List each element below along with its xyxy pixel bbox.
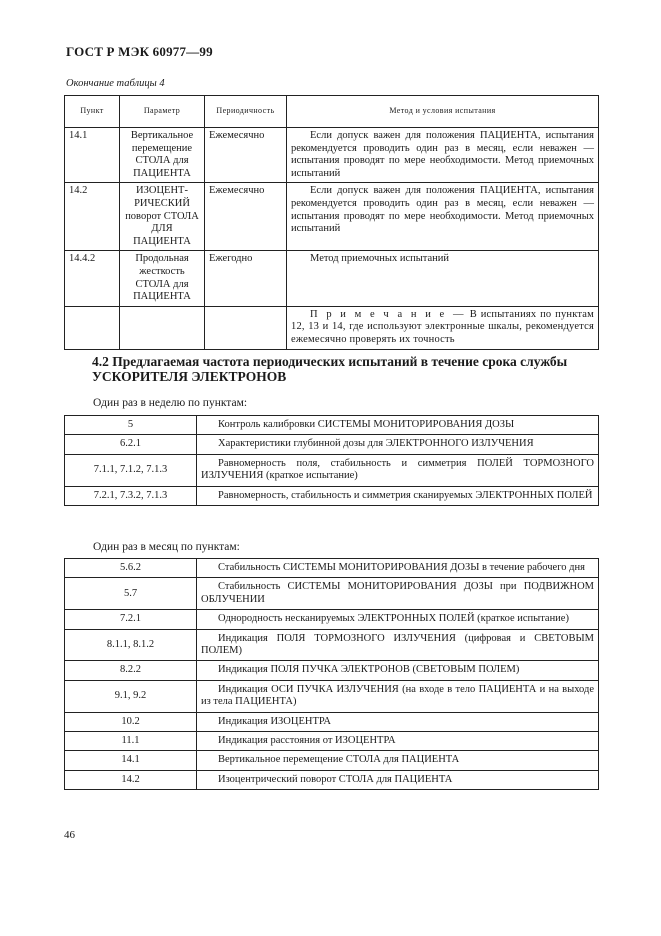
cell-points: 7.1.1, 7.1.2, 7.1.3: [65, 454, 197, 486]
section-heading: [92, 354, 602, 384]
cell-empty: [120, 306, 205, 349]
table-4: [64, 95, 599, 350]
cell-points: 14.1: [65, 751, 197, 770]
cell-description: Изоцентрический поворот СТОЛА для ПАЦИЕНТА: [197, 770, 599, 789]
cell-method: Если допуск важен для положения ПАЦИЕНТА, испытания рекомендуется проводить один раз в месяц, если неважен — испытания проводят по мере необходимости. Метод приемочных испытаний: [287, 128, 599, 183]
table-note-row: [65, 306, 599, 349]
document-header: ГОСТ Р МЭК 60977—99: [66, 44, 213, 59]
cell-description: Индикация ОСИ ПУЧКА ИЗЛУЧЕНИЯ (на входе в тело ПАЦИЕНТА и на выходе из тела ПАЦИЕНТА): [197, 680, 599, 712]
weekly-table: [64, 415, 599, 506]
cell-description: Характеристики глубинной дозы для ЭЛЕКТРОННОГО ИЗЛУЧЕНИЯ: [197, 435, 599, 454]
cell-description: Индикация ИЗОЦЕНТРА: [197, 712, 599, 731]
cell-description: Индикация ПОЛЯ ПУЧКА ЭЛЕКТРОНОВ (СВЕТОВЫМ ПОЛЕМ): [197, 661, 599, 680]
table-header-row: [65, 96, 599, 128]
table-caption: Окончание таблицы 4: [66, 78, 165, 89]
section-number: 4.2: [92, 354, 109, 369]
table-row: [65, 629, 599, 661]
cell-method: Если допуск важен для положения ПАЦИЕНТА, испытания рекомендуется проводить один раз в месяц, если неважен — испытания проводят по мере необходимости. Метод приемочных испытаний: [287, 183, 599, 251]
cell-points: 8.1.1, 8.1.2: [65, 629, 197, 661]
cell-points: 7.2.1, 7.3.2, 7.1.3: [65, 486, 197, 505]
table-row: [65, 680, 599, 712]
cell-points: 5.7: [65, 578, 197, 610]
monthly-table: [64, 558, 599, 790]
table-row: [65, 770, 599, 789]
table-row: [65, 183, 599, 251]
note-label: П р и м е ч а н и е —: [310, 308, 467, 320]
cell-points: 5: [65, 416, 197, 435]
table-note: [287, 306, 599, 349]
table-row: [65, 712, 599, 731]
table-row: [65, 578, 599, 610]
cell-points: 10.2: [65, 712, 197, 731]
table-row: [65, 454, 599, 486]
note-text: В испытаниях по пунктам 12, 13 и 14, где используют электронные шкалы, рекомендуется ежемесячно проверять их точность: [291, 308, 594, 345]
cell-points: 5.6.2: [65, 559, 197, 578]
column-header-point: Пункт: [65, 96, 120, 128]
page-number: 46: [64, 829, 75, 841]
cell-description: Стабильность СИСТЕМЫ МОНИТОРИРОВАНИЯ ДОЗЫ в течение рабочего дня: [197, 559, 599, 578]
table-row: [65, 559, 599, 578]
cell-description: Однородность несканируемых ЭЛЕКТРОННЫХ ПОЛЕЙ (краткое испытание): [197, 610, 599, 629]
cell-empty: [65, 306, 120, 349]
cell-parameter: Вертикальное перемещение СТОЛА для ПАЦИЕНТА: [120, 128, 205, 183]
table-row: [65, 435, 599, 454]
table-row: [65, 610, 599, 629]
monthly-lead: Один раз в месяц по пунктам:: [93, 541, 240, 553]
cell-points: 7.2.1: [65, 610, 197, 629]
cell-method: Метод приемочных испытаний: [287, 251, 599, 306]
table-row: [65, 128, 599, 183]
table-row: [65, 732, 599, 751]
cell-parameter: ИЗОЦЕНТ-РИЧЕСКИЙ поворот СТОЛА ДЛЯ ПАЦИЕНТА: [120, 183, 205, 251]
cell-description: Равномерность поля, стабильность и симметрия ПОЛЕЙ ТОРМОЗНОГО ИЗЛУЧЕНИЯ (краткое испытание): [197, 454, 599, 486]
cell-description: Равномерность, стабильность и симметрия сканируемых ЭЛЕКТРОННЫХ ПОЛЕЙ: [197, 486, 599, 505]
column-header-periodicity: Периодичность: [205, 96, 287, 128]
table-row: [65, 251, 599, 306]
cell-points: 6.2.1: [65, 435, 197, 454]
cell-description: Индикация расстояния от ИЗОЦЕНТРА: [197, 732, 599, 751]
section-title: Предлагаемая частота периодических испытаний в течение срока службы УСКОРИТЕЛЯ ЭЛЕКТРОНОВ: [92, 354, 568, 384]
table-row: [65, 486, 599, 505]
cell-description: Вертикальное перемещение СТОЛА для ПАЦИЕНТА: [197, 751, 599, 770]
cell-points: 9.1, 9.2: [65, 680, 197, 712]
cell-description: Контроль калибровки СИСТЕМЫ МОНИТОРИРОВАНИЯ ДОЗЫ: [197, 416, 599, 435]
cell-periodicity: Ежемесячно: [205, 183, 287, 251]
table-row: [65, 416, 599, 435]
cell-point: 14.1: [65, 128, 120, 183]
table-row: [65, 661, 599, 680]
cell-parameter: Продольная жесткость СТОЛА для ПАЦИЕНТА: [120, 251, 205, 306]
cell-points: 8.2.2: [65, 661, 197, 680]
cell-description: Индикация ПОЛЯ ТОРМОЗНОГО ИЗЛУЧЕНИЯ (цифровая и СВЕТОВЫМ ПОЛЕМ): [197, 629, 599, 661]
cell-points: 14.2: [65, 770, 197, 789]
cell-empty: [205, 306, 287, 349]
column-header-parameter: Параметр: [120, 96, 205, 128]
cell-point: 14.4.2: [65, 251, 120, 306]
cell-description: Стабильность СИСТЕМЫ МОНИТОРИРОВАНИЯ ДОЗЫ при ПОДВИЖНОМ ОБЛУЧЕНИИ: [197, 578, 599, 610]
column-header-method: Метод и условия испытания: [287, 96, 599, 128]
cell-periodicity: Ежегодно: [205, 251, 287, 306]
cell-periodicity: Ежемесячно: [205, 128, 287, 183]
cell-points: 11.1: [65, 732, 197, 751]
weekly-lead: Один раз в неделю по пунктам:: [93, 397, 248, 409]
cell-point: 14.2: [65, 183, 120, 251]
table-row: [65, 751, 599, 770]
